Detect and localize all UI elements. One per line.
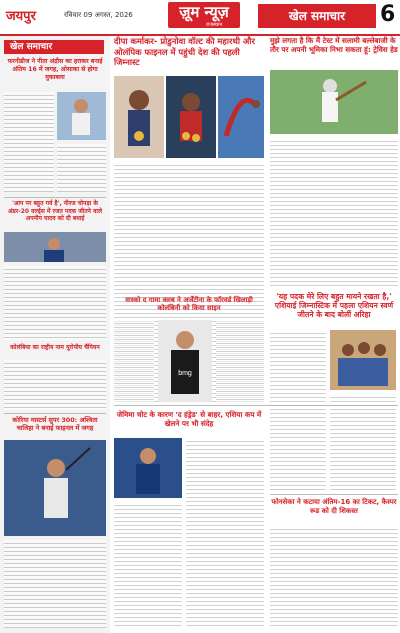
- main-story-photo-2: [166, 76, 216, 158]
- page-number: 6: [380, 2, 396, 27]
- right-top-headline: मुझे लगता है कि मैं टेस्ट में सलामी बल्लेबाजी के तौर पर अपनी भूमिका निभा सकता हूं: ट्रेविस हेड: [270, 36, 398, 54]
- section-banner: खेल समाचार: [258, 4, 376, 28]
- athlete-image: [4, 232, 106, 262]
- left-story1-headline: फरनीडीज ने नीता अंद्रौस का हराकर बनाई अंतिम 16 में जगह, ओसाका से होगा मुकाबला: [7, 58, 103, 81]
- middle-story-body-2: [216, 320, 264, 402]
- right-mid-headline: 'यह पदक मेरे लिए बहुत मायने रखता है,' एशियाई जिम्नास्टिक में पहला एशियन स्वर्ण जीतने के बाद बोलीं अरिहा: [274, 292, 394, 320]
- left-story1-body-2: [57, 144, 106, 192]
- bottom-right-body: [270, 526, 398, 628]
- badminton-player-image: [4, 440, 106, 536]
- right-mid-photo: [330, 330, 396, 390]
- tennis-player-image: [57, 92, 106, 140]
- cricketer-image: [270, 70, 398, 134]
- bottom-right-headline: फोनसेका ने कटाया अंतिम-16 का टिकट, कैस्पर रूड को दी शिकस्त: [271, 498, 397, 515]
- gymnast-portrait-image: [114, 76, 164, 158]
- logo-text: ज़ूम न्यूज़: [179, 3, 229, 21]
- gymnast-group-image: [330, 330, 396, 390]
- svg-text:bmg: bmg: [178, 370, 192, 377]
- left-story4-body: [4, 540, 106, 628]
- middle-story-photo: [158, 320, 212, 402]
- left-story2-photo: [4, 232, 106, 262]
- right-top-body: [270, 138, 398, 288]
- divider: [4, 197, 106, 198]
- left-story3-headline: कोलंबिया का राष्ट्रीय नाम यूरोपीय चैंपियन: [10, 344, 100, 351]
- footballer-image: [158, 320, 212, 402]
- bottom-mid-photo: [114, 438, 182, 498]
- issue-date: रविवार 09 अगस्त, 2026: [64, 11, 133, 19]
- newspaper-logo: [168, 2, 240, 28]
- left-story4-photo: [4, 440, 106, 536]
- divider: [270, 494, 398, 495]
- logo-subtitle: राजस्थान: [206, 22, 223, 28]
- right-top-photo: [270, 70, 398, 134]
- left-story1-body: [4, 92, 54, 192]
- bottom-mid-body: [186, 438, 264, 628]
- main-story-photo-3: [218, 76, 264, 158]
- cricketer-jemima-image: [114, 438, 182, 498]
- middle-story-body: [114, 320, 154, 402]
- bottom-mid-body-2: [114, 502, 182, 628]
- city-name: जयपुर: [6, 9, 36, 24]
- left-story4-headline: कोरिया मास्टर्स सुपर 300: अश्विता चालिहा ने बनाई फाइनल में जगह: [12, 416, 98, 432]
- gymnast-vault-image: [218, 76, 264, 158]
- bottom-mid-headline: जेमिमा चोट के कारण 'द हंड्रेड' से बाहर, एशिया कप में खेलने पर भी संदेह: [116, 410, 262, 428]
- right-mid-body-2: [330, 394, 396, 490]
- left-section-title: खेल समाचार: [4, 40, 104, 54]
- left-story1-photo: [57, 92, 106, 140]
- left-story2-headline: 'आप पर बहुत गर्व है', नीरज चोपड़ा के अंडर-20 वर्ल्ड्स में रजत पदक जीतने वाले अपनीप यादव को दी बधाई: [7, 200, 103, 222]
- divider: [4, 413, 106, 414]
- main-story-headline: दीपा कर्माकर- प्रोडुनोवा वॉल्ट की महारथी और ओलंपिक फाइनल में पहुंची देश की पहली जिम्नास्ट: [114, 36, 255, 67]
- left-story3-body: [4, 360, 106, 410]
- right-mid-body: [270, 330, 326, 490]
- main-story-photo-1: [114, 76, 164, 158]
- left-story2-body: [4, 266, 106, 340]
- gymnast-medal-image: [166, 76, 216, 158]
- middle-story-headline: वास्को द गामा क्लब ने अर्जेंटीना के फॉरवर्ड खिलाड़ी कोलंबिनी को किया साइन: [125, 296, 253, 313]
